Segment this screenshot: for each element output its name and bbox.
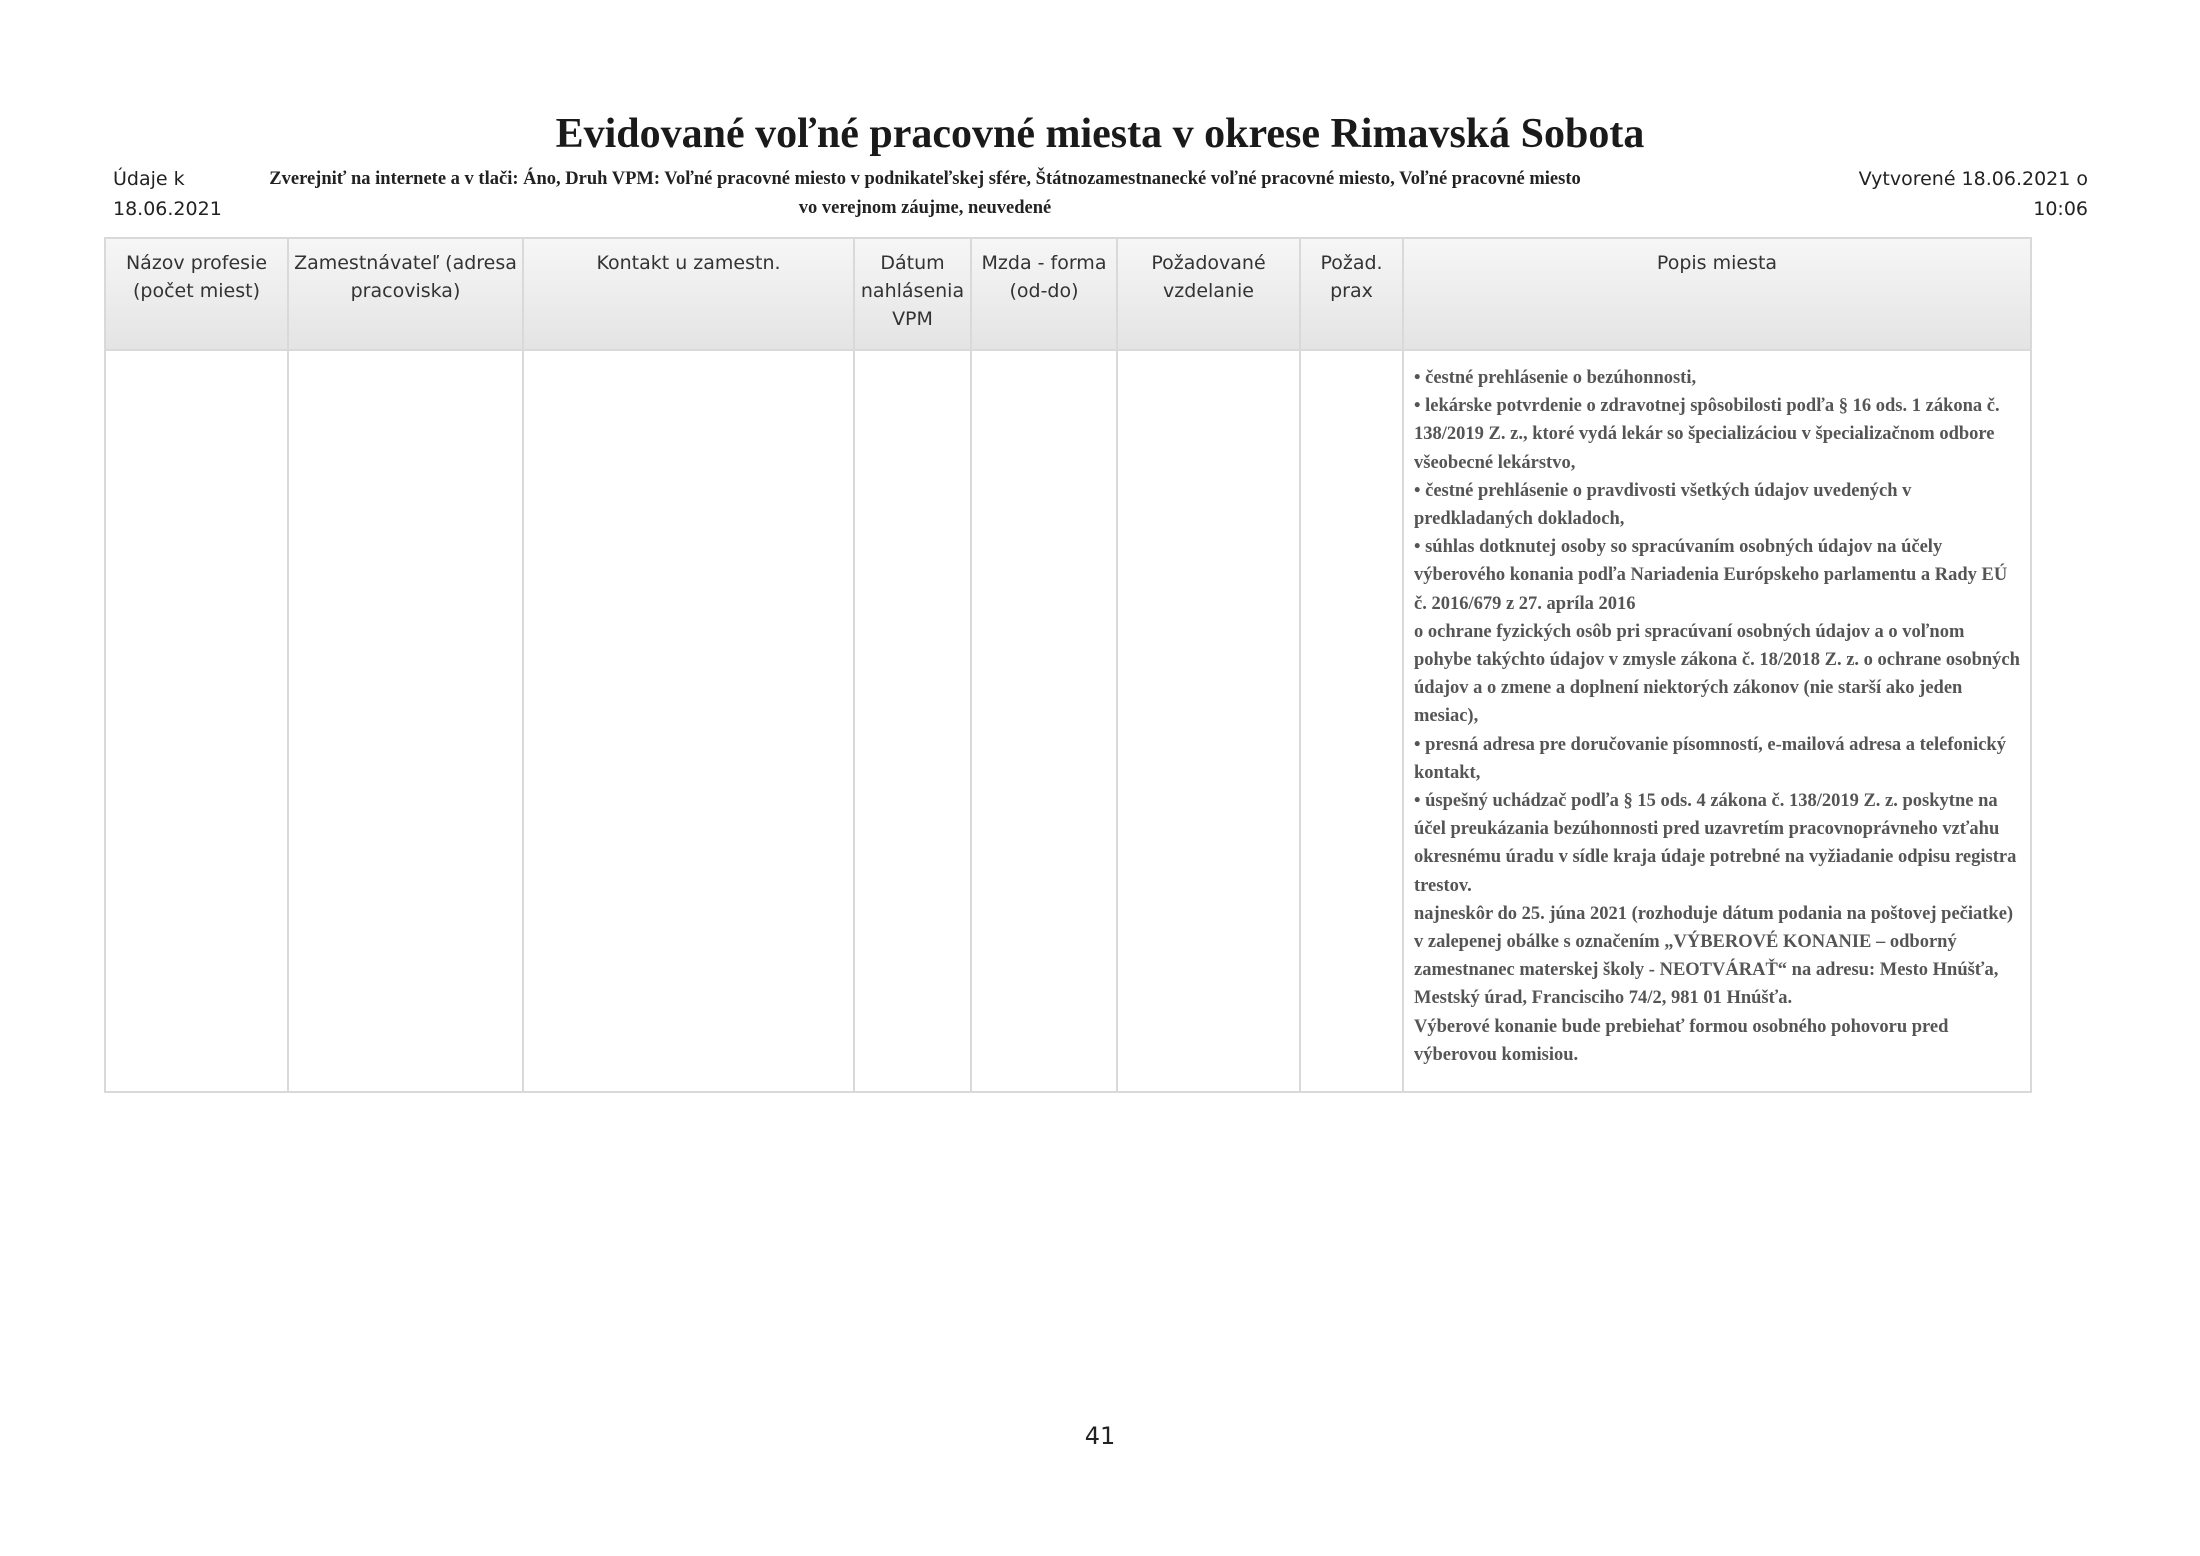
description-paragraph: • úspešný uchádzač podľa § 15 ods. 4 zákona č. 138/2019 Z. z. poskytne na účel preukázania bezúhonnosti pred uzavretím pracovnoprávneho vzťahu okresnému úradu v sídle kraja údaje potrebné na vyžiadanie odpisu registra trestov. — [1414, 791, 2017, 896]
created-line-2: 10:06 — [2033, 198, 2088, 220]
column-header-kontakt: Kontakt u zamestn. — [523, 238, 854, 350]
cell-vzdelanie — [1117, 350, 1300, 1092]
column-header-zamestnavatel: Zamestnávateľ (adresa pracoviska) — [288, 238, 523, 350]
data-as-of-date: 18.06.2021 — [113, 198, 222, 220]
description-paragraph: najneskôr do 25. júna 2021 (rozhoduje dátum podania na poštovej pečiatke) v zalepenej obálke s označením „VÝBEROVÉ KONANIE – odborný zamestnanec materskej školy - NEOTVÁRAŤ“ na adresu: Mesto Hnúšťa, Mestský úrad, Francisciho 74/2, 981 01 Hnúšťa. — [1414, 903, 2014, 1009]
description-paragraph: o ochrane fyzických osôb pri spracúvaní osobných údajov a o voľnom pohybe takýchto údajov v zmysle zákona č. 18/2018 Z. z. o ochrane osobných údajov a o zmene a doplnení niektorých zákonov (nie starší ako jeden mesiac), — [1414, 621, 2020, 727]
table-row — [105, 350, 2031, 1092]
description-paragraph: • čestné prehlásenie o bezúhonnosti, — [1414, 368, 1697, 388]
description-paragraph: • súhlas dotknutej osoby so spracúvaním osobných údajov na účely výberového konania podľa Nariadenia Európskeho parlamentu a Rady EÚ č. 2016/679 z 27. apríla 2016 — [1414, 537, 2008, 614]
cell-kontakt — [523, 350, 854, 1092]
page-title: Evidované voľné pracovné miesta v okrese Rimavská Sobota — [555, 111, 1645, 157]
column-header-datum: Dátum nahlásenia VPM — [854, 238, 971, 350]
description-paragraph: Výberové konanie bude prebiehať formou osobného pohovoru pred výberovou komisiou. — [1414, 1016, 1949, 1065]
cell-zamestnavatel — [288, 350, 523, 1092]
page-number: 41 — [1084, 1422, 1116, 1450]
description-paragraph: • presná adresa pre doručovanie písomností, e-mailová adresa a telefonický kontakt, — [1414, 734, 2006, 783]
data-as-of — [113, 164, 273, 224]
cell-popis — [1403, 350, 2031, 1092]
cell-datum — [854, 350, 971, 1092]
column-header-vzdelanie: Požadované vzdelanie — [1117, 238, 1300, 350]
column-header-prax: Požad. prax — [1300, 238, 1403, 350]
column-header-popis: Popis miesta — [1403, 238, 2031, 350]
description-paragraph: • čestné prehlásenie o pravdivosti všetkých údajov uvedených v predkladaných dokladoch, — [1414, 480, 1912, 530]
description-paragraph: • lekárske potvrdenie o zdravotnej spôsobilosti podľa § 16 ods. 1 zákona č. 138/2019 Z. z., ktoré vydá lekár so špecializáciou v špecializačnom odbore všeobecné lekárstvo, — [1414, 396, 2000, 473]
cell-mzda — [971, 350, 1117, 1092]
cell-profesia — [105, 350, 288, 1092]
table-header-row — [105, 238, 2031, 350]
cell-prax — [1300, 350, 1403, 1092]
created-timestamp — [1828, 164, 2088, 224]
created-line-1: Vytvorené 18.06.2021 o — [1858, 168, 2088, 190]
filter-description: Zverejniť na internete a v tlači: Áno, Druh VPM: Voľné pracovné miesto v podnikateľskej sfére, Štátnozamestnanecké voľné pracovné miesto, Voľné pracovné miesto vo verejnom záujme, neuvedené — [269, 169, 1581, 218]
vacancies-table — [104, 237, 2032, 1093]
job-description — [1404, 351, 2030, 1069]
column-header-mzda: Mzda - forma (od-do) — [971, 238, 1117, 350]
column-header-profesia: Názov profesie (počet miest) — [105, 238, 288, 350]
data-as-of-label: Údaje k — [113, 168, 185, 190]
